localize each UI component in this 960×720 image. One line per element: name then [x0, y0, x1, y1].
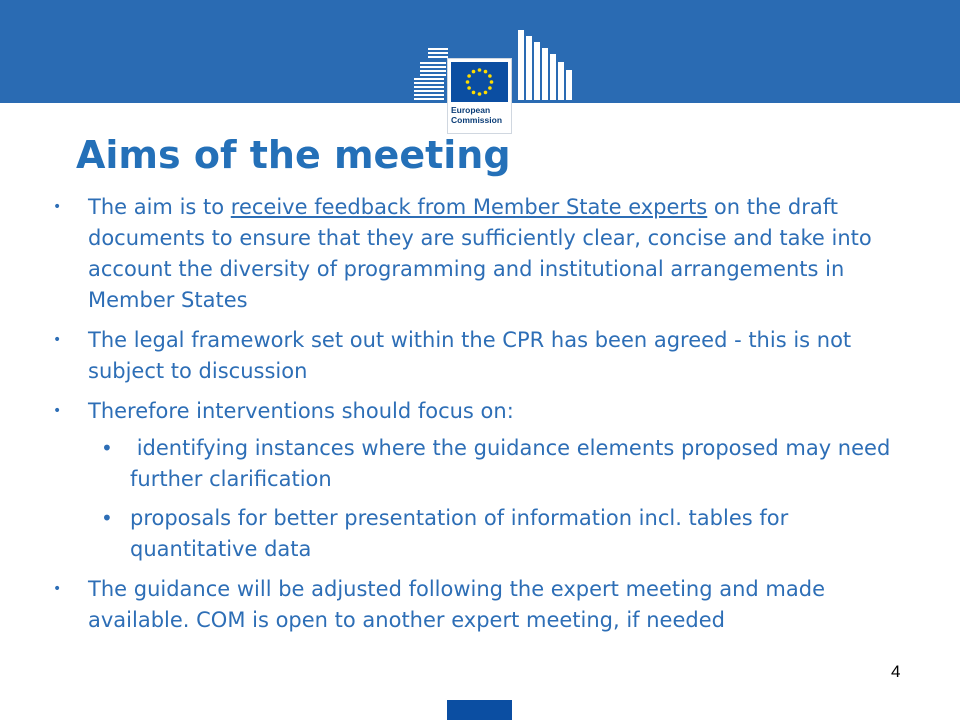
european-commission-logo: [447, 58, 512, 134]
eu-flag-icon: [451, 62, 508, 102]
bullet-list: [50, 192, 895, 645]
sub-bullet-item: [88, 503, 895, 565]
sub-bullet-marker-icon: •: [101, 506, 113, 530]
bullet-text-pre: The aim is to: [88, 195, 231, 219]
logo-text: [451, 105, 511, 125]
bullet-text: The legal framework set out within the CPR has been agreed - this is not subject to discussion: [88, 328, 852, 383]
bullet-marker-icon: •: [53, 199, 62, 215]
slide-title: Aims of the meeting: [76, 133, 511, 177]
sub-bullet-marker-icon: •: [101, 436, 113, 460]
footer-flag-strip: [447, 700, 512, 720]
logo-line-2: Commission: [451, 115, 503, 125]
sub-bullet-text: proposals for better presentation of information incl. tables for quantitative data: [130, 506, 789, 561]
bullet-text: Therefore interventions should focus on:: [88, 399, 514, 423]
bullet-marker-icon: •: [53, 332, 62, 348]
sub-bullet-list: [88, 433, 895, 565]
bullet-item-legal-framework: [50, 325, 895, 387]
sub-bullet-text: identifying instances where the guidance elements proposed may need further clarification: [130, 436, 897, 491]
bullet-item-guidance: [50, 574, 895, 636]
bullet-text-underlined: receive feedback from Member State experts: [230, 195, 708, 219]
bullet-marker-icon: •: [53, 581, 62, 597]
bullet-item-interventions: [50, 396, 895, 565]
bullet-marker-icon: •: [53, 403, 62, 419]
sub-bullet-item: [88, 433, 895, 495]
bullet-text-post: on the draft documents to ensure that they are sufficiently clear, concise and take into account the diversity of programming and institutional arrangements in Member States: [88, 195, 872, 312]
bullet-text: The guidance will be adjusted following the expert meeting and made available. COM is open to another expert meeting, if needed: [88, 577, 826, 632]
page-number: 4: [891, 662, 901, 681]
bullet-item-aim: [50, 192, 895, 316]
logo-line-1: European: [451, 105, 491, 115]
